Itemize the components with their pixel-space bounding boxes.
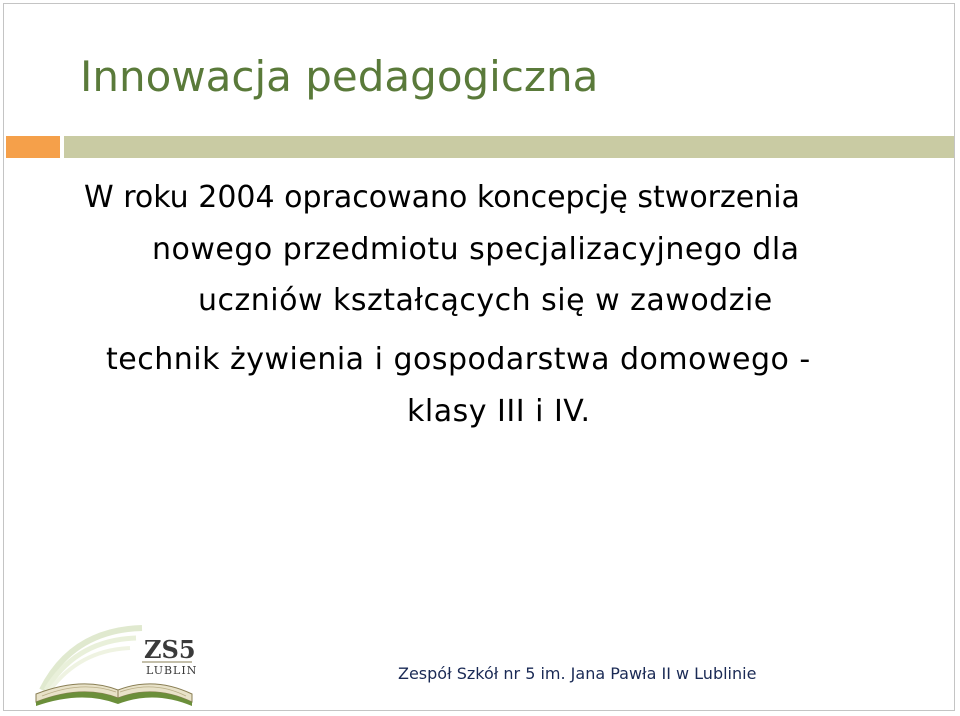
body-line-1: W roku 2004 opracowano koncepcję stworzenia <box>84 180 800 215</box>
body-line-4: technik żywienia i gospodarstwa domowego - <box>106 342 811 377</box>
logo-text-sub: LUBLIN <box>146 664 198 677</box>
slide-footer: Zespół Szkół nr 5 im. Jana Pawła II w Lublinie <box>398 664 757 683</box>
title-underline-bar <box>64 136 954 158</box>
school-logo <box>32 620 202 708</box>
logo-text-main: ZS5 <box>144 635 196 664</box>
title-accent-bar <box>6 136 60 158</box>
logo-rays-icon <box>42 628 142 690</box>
body-line-2: nowego przedmiotu specjalizacyjnego dla <box>152 232 800 267</box>
body-line-3: uczniów kształcących się w zawodzie <box>198 283 773 318</box>
open-book-icon <box>36 684 192 706</box>
body-line-5: klasy III i IV. <box>407 394 591 429</box>
slide-title: Innowacja pedagogiczna <box>80 52 599 101</box>
